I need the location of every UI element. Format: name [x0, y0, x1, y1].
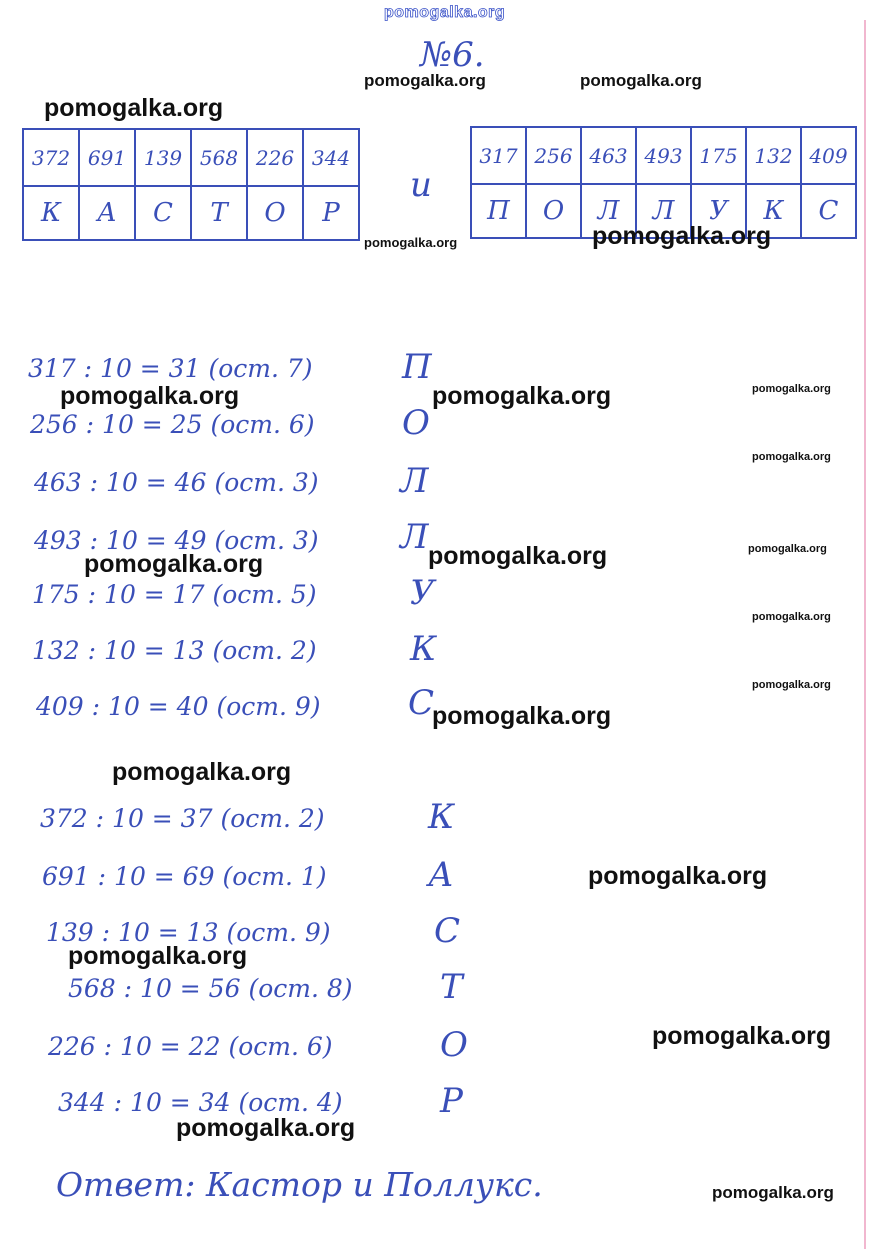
table-right-letter: У [691, 184, 746, 238]
watermark: pomogalka.org [68, 942, 248, 970]
result-letter: А [428, 855, 454, 895]
table-left-letter: С [135, 186, 191, 240]
watermark: pomogalka.org [752, 611, 831, 623]
answer-line: Ответ: Кастор и Поллукс. [56, 1165, 543, 1204]
table-left-letter: А [79, 186, 135, 240]
table-right-letter: О [526, 184, 581, 238]
equation: 493 : 10 = 49 (ост. 3) [34, 526, 319, 555]
table-left-number: 139 [135, 129, 191, 186]
table-left-number: 691 [79, 129, 135, 186]
table-right-number: 409 [801, 127, 856, 184]
table-right-number: 175 [691, 127, 746, 184]
table-left-letter: О [247, 186, 303, 240]
table-right-letter: Л [581, 184, 636, 238]
result-letter: К [428, 797, 455, 837]
watermark: pomogalka.org [712, 1183, 834, 1202]
watermark: pomogalka.org [84, 550, 264, 578]
result-letter: С [434, 911, 461, 951]
equation: 175 : 10 = 17 (ост. 5) [32, 580, 317, 609]
table-right-number: 493 [636, 127, 691, 184]
page-margin-line [864, 20, 866, 1249]
equation: 691 : 10 = 69 (ост. 1) [42, 862, 327, 891]
header-watermark: pomogalka.org [384, 4, 506, 21]
result-letter: О [440, 1025, 468, 1065]
result-letter: Р [440, 1081, 463, 1121]
table-left-letter: К [23, 186, 79, 240]
equation: 372 : 10 = 37 (ост. 2) [40, 804, 325, 833]
watermark: pomogalka.org [580, 71, 702, 90]
watermark: pomogalka.org [112, 758, 292, 786]
watermark: pomogalka.org [748, 543, 827, 555]
table-right-letter: К [746, 184, 801, 238]
cipher-table-left [22, 128, 360, 241]
equation: 463 : 10 = 46 (ост. 3) [34, 468, 319, 497]
equation: 256 : 10 = 25 (ост. 6) [30, 410, 315, 439]
result-letter: Т [440, 967, 463, 1007]
table-right-letter: Л [636, 184, 691, 238]
watermark: pomogalka.org [428, 542, 608, 570]
watermark: pomogalka.org [592, 222, 772, 250]
watermark: pomogalka.org [752, 451, 831, 463]
watermark: pomogalka.org [364, 71, 486, 90]
watermark: pomogalka.org [652, 1022, 832, 1050]
table-left-letter: Т [191, 186, 247, 240]
table-right-letter: П [471, 184, 526, 238]
conjunction-and: и [410, 165, 432, 205]
result-letter: К [410, 629, 437, 669]
result-letter: П [402, 347, 432, 387]
watermark: pomogalka.org [752, 679, 831, 691]
table-right-letter: С [801, 184, 856, 238]
equation: 139 : 10 = 13 (ост. 9) [46, 918, 331, 947]
table-right-number: 132 [746, 127, 801, 184]
watermark: pomogalka.org [176, 1114, 356, 1142]
result-letter: У [410, 573, 435, 613]
table-right-number: 317 [471, 127, 526, 184]
watermark: pomogalka.org [60, 382, 240, 410]
equation: 409 : 10 = 40 (ост. 9) [36, 692, 321, 721]
watermark: pomogalka.org [364, 235, 458, 250]
result-letter: Л [400, 461, 429, 501]
equation: 344 : 10 = 34 (ост. 4) [58, 1088, 343, 1117]
table-left-number: 372 [23, 129, 79, 186]
task-number: №6. [420, 35, 485, 75]
table-left-number: 226 [247, 129, 303, 186]
equation: 226 : 10 = 22 (ост. 6) [48, 1032, 333, 1061]
watermark: pomogalka.org [588, 862, 768, 890]
watermark: pomogalka.org [44, 94, 224, 122]
table-left-number: 344 [303, 129, 359, 186]
watermark: pomogalka.org [432, 382, 612, 410]
equation: 132 : 10 = 13 (ост. 2) [32, 636, 317, 665]
result-letter: С [408, 683, 435, 723]
watermark: pomogalka.org [752, 383, 831, 395]
table-right-number: 463 [581, 127, 636, 184]
result-letter: Л [400, 517, 429, 557]
equation: 568 : 10 = 56 (ост. 8) [68, 974, 353, 1003]
table-right-number: 256 [526, 127, 581, 184]
table-left-letter: Р [303, 186, 359, 240]
result-letter: О [402, 403, 430, 443]
watermark: pomogalka.org [432, 702, 612, 730]
table-left-number: 568 [191, 129, 247, 186]
equation: 317 : 10 = 31 (ост. 7) [28, 354, 313, 383]
